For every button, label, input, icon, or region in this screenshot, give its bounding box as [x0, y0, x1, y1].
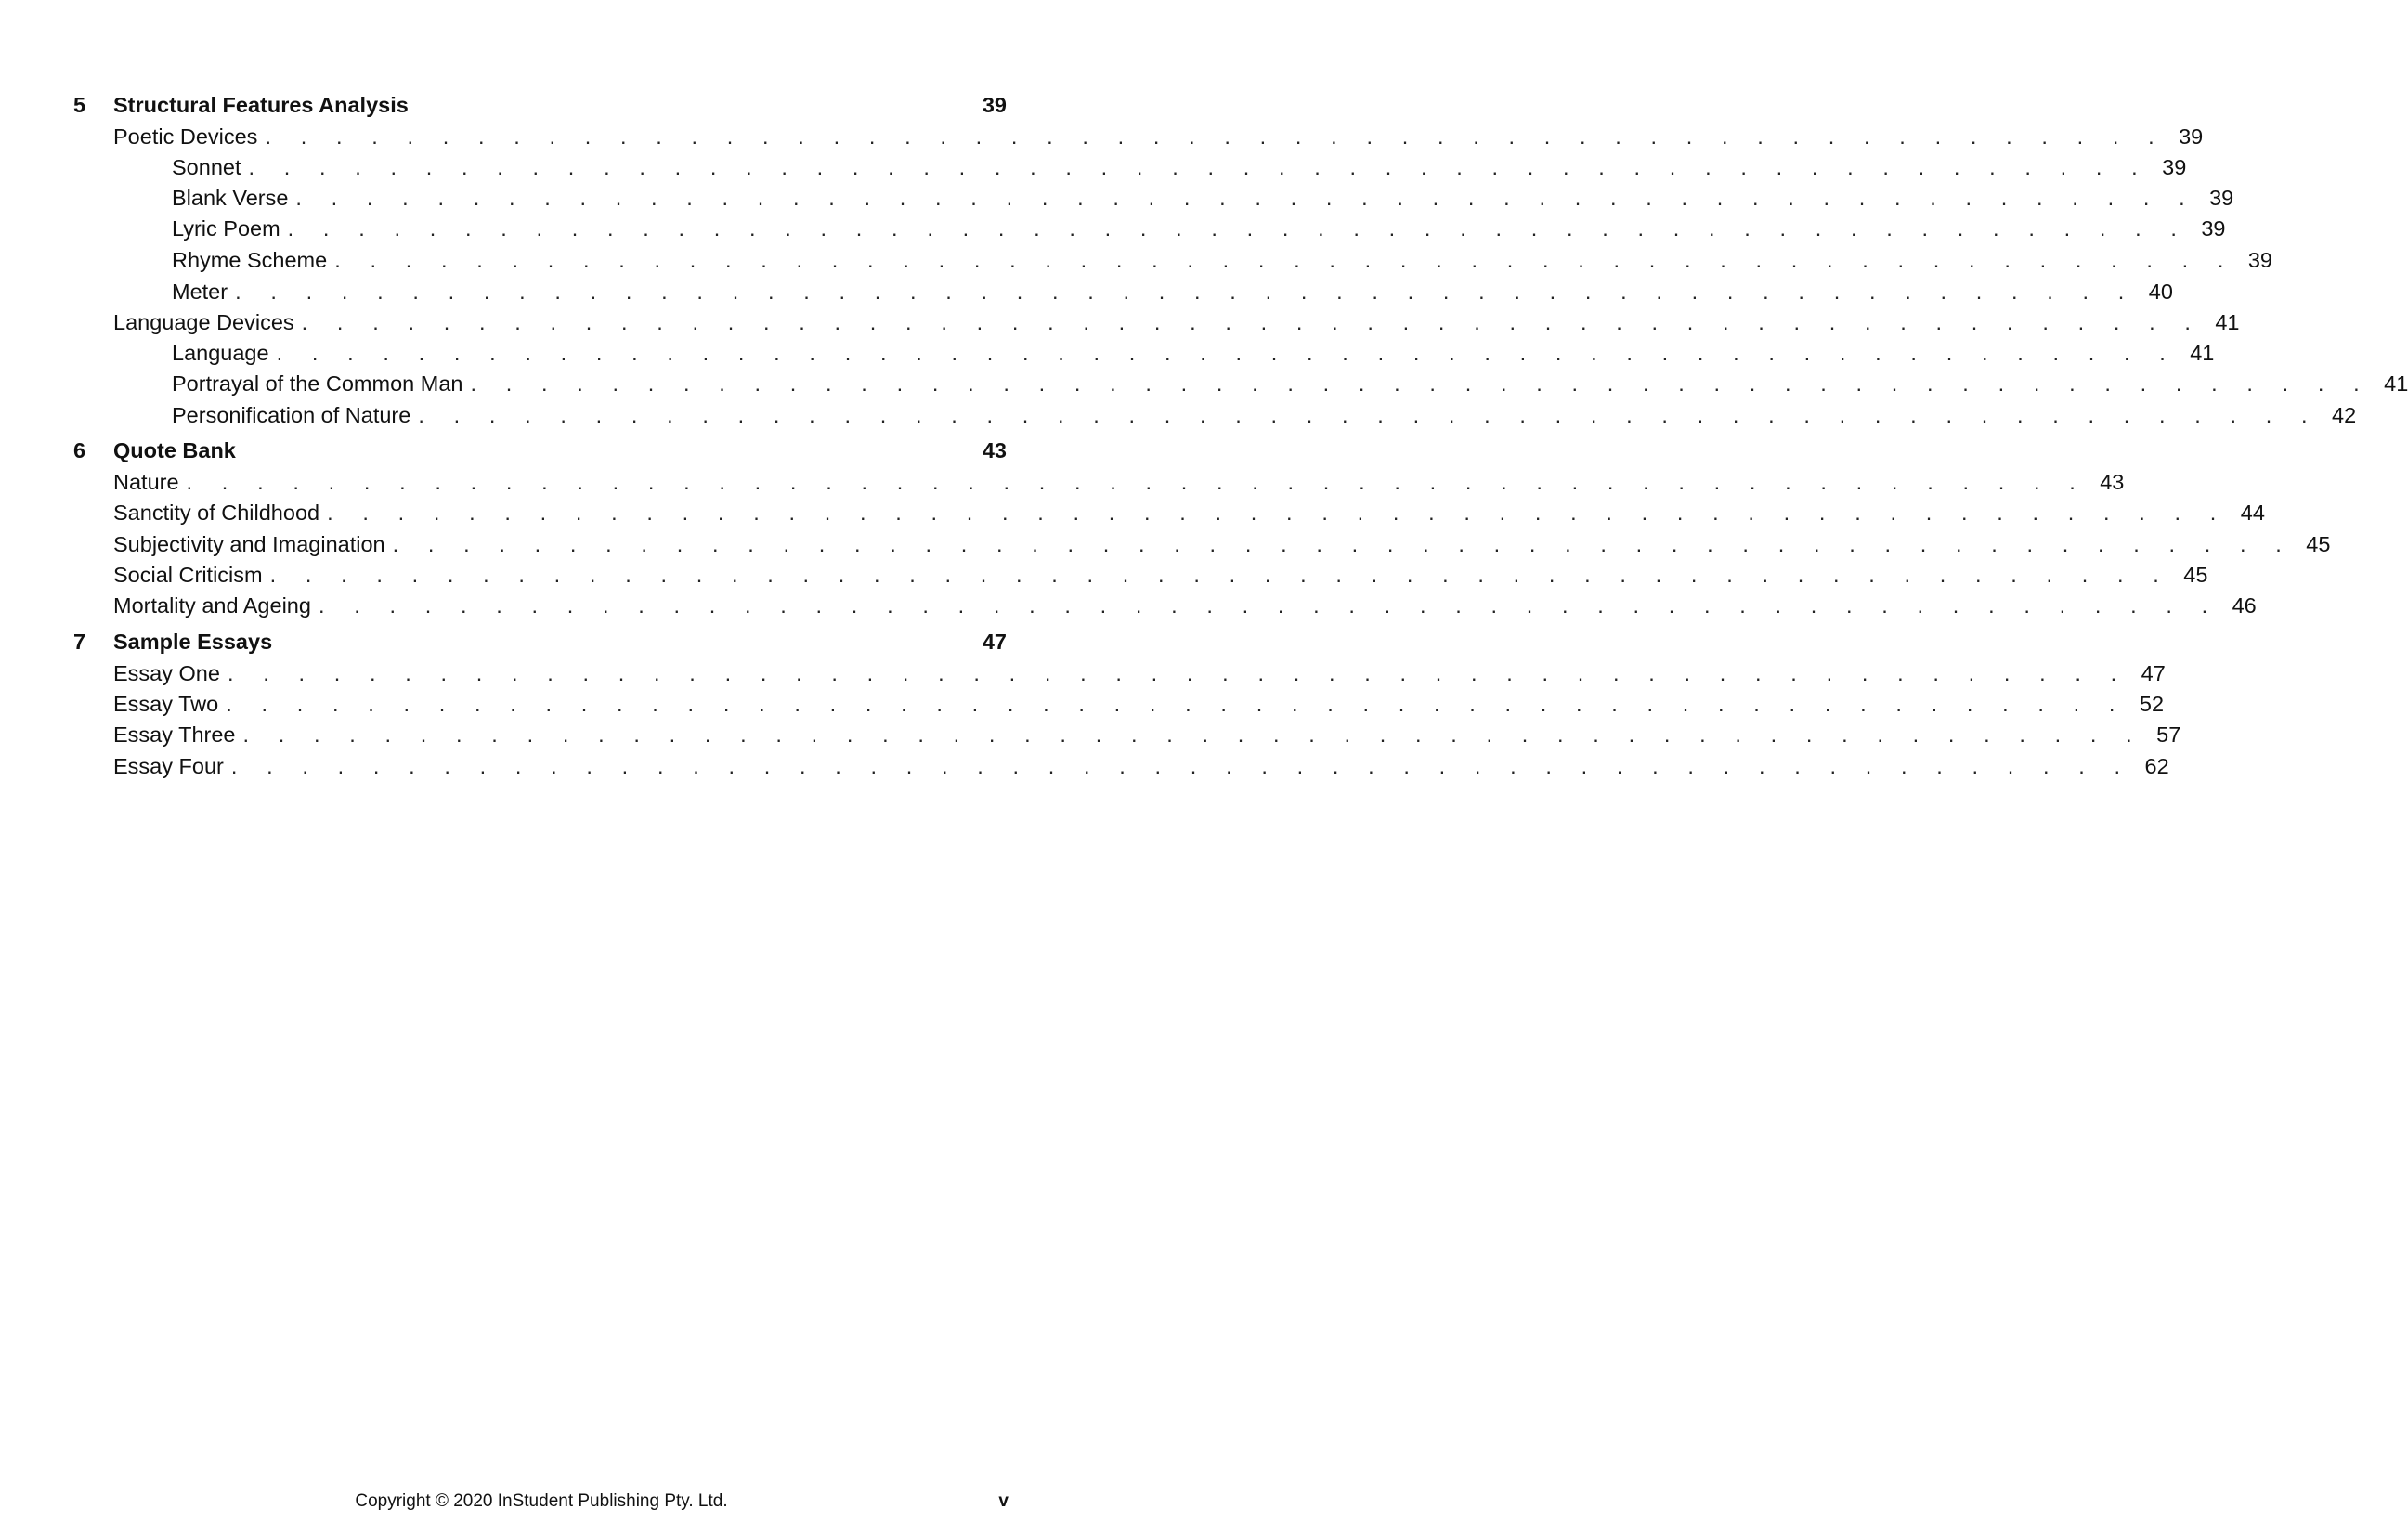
dot-leader: . . . . . . . . . . . . . . . . . . . . . . . . . . . . . . . . . . . . . . . . . . . . . . . . . . . . . .: [287, 216, 2189, 241]
page-reference: 62: [2144, 754, 2169, 778]
toc-section-entry[interactable]: [172, 370, 2408, 397]
page-reference: 44: [2240, 501, 2265, 525]
section-title: Essay Two: [113, 692, 219, 716]
dot-leader: . . . . . . . . . . . . . . . . . . . . . . . . . . . . . . . . . . . . . . . . . . . . . . . . . . . . . .: [295, 186, 2197, 210]
toc-section-entry[interactable]: [113, 752, 2169, 780]
chapter-number: 7: [73, 630, 86, 654]
section-title: Sonnet: [172, 155, 241, 179]
dot-leader: . . . . . . . . . . . . . . . . . . . . . . . . . . . . . . . . . . . . . . . . . . . . . . . . . . . . . .: [186, 470, 2088, 494]
page-number: v: [998, 1491, 1009, 1511]
toc-section-entry[interactable]: [172, 278, 2173, 306]
page-reference: 46: [2232, 593, 2257, 618]
page-reference: 43: [2100, 470, 2125, 494]
toc-section-entry[interactable]: [113, 123, 2204, 150]
toc-section-entry[interactable]: [113, 659, 2166, 687]
toc-section-entry[interactable]: [113, 530, 2331, 558]
toc-section-entry[interactable]: [172, 215, 2226, 242]
dot-leader: . . . . . . . . . . . . . . . . . . . . . . . . . . . . . . . . . . . . . . . . . . . . . . . . . . . . . .: [230, 754, 2132, 778]
chapter-title: Structural Features Analysis: [113, 93, 409, 117]
section-title: Lyric Poem: [172, 216, 280, 241]
dot-leader: . . . . . . . . . . . . . . . . . . . . . . . . . . . . . . . . . . . . . . . . . . . . . . . . . . . . . .: [318, 593, 2219, 618]
section-title: Social Criticism: [113, 563, 263, 587]
toc-section-entry[interactable]: [113, 690, 2165, 718]
toc-section-entry[interactable]: [172, 246, 2272, 274]
page-reference: 45: [2183, 563, 2208, 587]
toc-section-entry[interactable]: [172, 153, 2187, 181]
section-title: Language: [172, 341, 269, 365]
page-reference: 42: [2332, 403, 2357, 427]
dot-leader: . . . . . . . . . . . . . . . . . . . . . . . . . . . . . . . . . . . . . . . . . . . . . . . . . . . . . .: [242, 722, 2144, 747]
page-reference: 39: [2247, 248, 2272, 272]
toc-chapter-entry[interactable]: [73, 436, 1007, 464]
section-title: Meter: [172, 280, 228, 304]
section-title: Subjectivity and Imagination: [113, 532, 385, 556]
section-title: Sanctity of Childhood: [113, 501, 320, 525]
toc-section-entry[interactable]: [172, 184, 2234, 212]
page-reference: 39: [2162, 155, 2187, 179]
section-title: Poetic Devices: [113, 124, 258, 149]
toc-section-entry[interactable]: [113, 592, 2257, 619]
page-reference: 41: [2190, 341, 2215, 365]
section-title: Portrayal of the Common Man: [172, 371, 463, 396]
page-reference: 47: [2141, 661, 2166, 685]
section-title: Personification of Nature: [172, 403, 411, 427]
section-title: Blank Verse: [172, 186, 289, 210]
page-reference: 47: [982, 630, 1007, 654]
page-reference: 39: [2179, 124, 2204, 149]
dot-leader: . . . . . . . . . . . . . . . . . . . . . . . . . . . . . . . . . . . . . . . . . . . . . . . . . . . . . .: [470, 371, 2372, 396]
dot-leader: . . . . . . . . . . . . . . . . . . . . . . . . . . . . . . . . . . . . . . . . . . . . . . . . . . . . . .: [276, 341, 2178, 365]
toc-section-entry[interactable]: [172, 401, 2357, 429]
page-reference: 45: [2306, 532, 2331, 556]
dot-leader: . . . . . . . . . . . . . . . . . . . . . . . . . . . . . . . . . . . . . . . . . . . . . . . . . . . . . .: [269, 563, 2171, 587]
toc-section-entry[interactable]: [113, 499, 2265, 527]
dot-leader: . . . . . . . . . . . . . . . . . . . . . . . . . . . . . . . . . . . . . . . . . . . . . . . . . . . . . .: [226, 692, 2128, 716]
dot-leader: . . . . . . . . . . . . . . . . . . . . . . . . . . . . . . . . . . . . . . . . . . . . . . . . . . . . . .: [327, 501, 2228, 525]
page-reference: 57: [2156, 722, 2181, 747]
toc-chapter-entry[interactable]: [73, 628, 1007, 656]
dot-leader: . . . . . . . . . . . . . . . . . . . . . . . . . . . . . . . . . . . . . . . . . . . . . . . . . . . . . .: [418, 403, 2320, 427]
section-title: Essay Four: [113, 754, 224, 778]
toc-section-entry[interactable]: [172, 339, 2215, 367]
chapter-number: 5: [73, 93, 86, 117]
dot-leader: . . . . . . . . . . . . . . . . . . . . . . . . . . . . . . . . . . . . . . . . . . . . . . . . . . . . . .: [248, 155, 2150, 179]
dot-leader: . . . . . . . . . . . . . . . . . . . . . . . . . . . . . . . . . . . . . . . . . . . . . . . . . . . . . .: [235, 280, 2136, 304]
section-title: Essay Three: [113, 722, 236, 747]
toc-section-entry[interactable]: [113, 308, 2240, 336]
section-title: Mortality and Ageing: [113, 593, 311, 618]
page-reference: 52: [2139, 692, 2165, 716]
section-title: Rhyme Scheme: [172, 248, 328, 272]
dot-leader: . . . . . . . . . . . . . . . . . . . . . . . . . . . . . . . . . . . . . . . . . . . . . . . . . . . . . .: [392, 532, 2294, 556]
chapter-title: Sample Essays: [113, 630, 273, 654]
copyright-notice: Copyright © 2020 InStudent Publishing Pty. Ltd.: [355, 1491, 728, 1511]
toc-section-entry[interactable]: [113, 721, 2181, 748]
chapter-title: Quote Bank: [113, 438, 236, 462]
toc-chapter-entry[interactable]: [73, 91, 1007, 119]
section-title: Language Devices: [113, 310, 294, 334]
page-reference: 43: [982, 438, 1007, 462]
section-title: Nature: [113, 470, 179, 494]
dot-leader: . . . . . . . . . . . . . . . . . . . . . . . . . . . . . . . . . . . . . . . . . . . . . . . . . . . . . .: [301, 310, 2203, 334]
page-reference: 39: [2201, 216, 2226, 241]
dot-leader: . . . . . . . . . . . . . . . . . . . . . . . . . . . . . . . . . . . . . . . . . . . . . . . . . . . . . .: [334, 248, 2235, 272]
page-reference: 41: [2215, 310, 2240, 334]
page-reference: 39: [2209, 186, 2234, 210]
toc-section-entry[interactable]: [113, 561, 2208, 589]
chapter-number: 6: [73, 438, 86, 462]
page-reference: 41: [2384, 371, 2408, 396]
page-reference: 40: [2148, 280, 2173, 304]
section-title: Essay One: [113, 661, 220, 685]
toc-section-entry[interactable]: [113, 468, 2125, 496]
dot-leader: . . . . . . . . . . . . . . . . . . . . . . . . . . . . . . . . . . . . . . . . . . . . . . . . . . . . . .: [265, 124, 2167, 149]
page-reference: 39: [982, 93, 1007, 117]
dot-leader: . . . . . . . . . . . . . . . . . . . . . . . . . . . . . . . . . . . . . . . . . . . . . . . . . . . . . .: [227, 661, 2128, 685]
